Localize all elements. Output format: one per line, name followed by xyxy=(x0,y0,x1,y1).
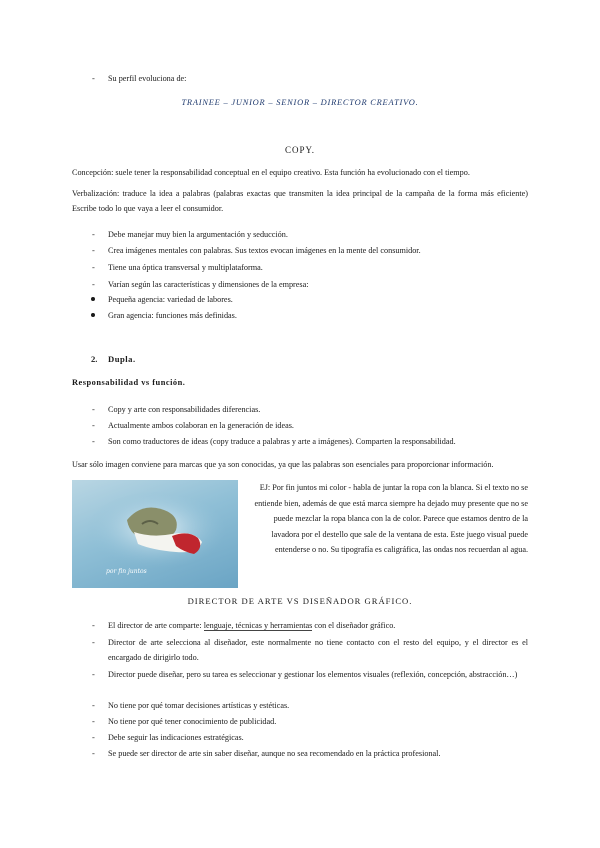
dash-bullet: - xyxy=(92,73,95,83)
dupla-subtitle: Responsabilidad vs función. xyxy=(72,378,186,387)
bullet-dot-icon xyxy=(91,297,95,301)
list-item xyxy=(108,620,395,631)
underlined-text: lenguaje, técnicas y herramientas xyxy=(203,621,313,630)
ad-caption: por fin juntos xyxy=(106,568,147,575)
ad-image xyxy=(72,480,238,588)
list-subitem: Gran agencia: funciones más definidas. xyxy=(108,311,237,320)
ad-example-text: EJ: Por fin juntos mi color - habla de juntar la ropa con la blanca. Si el texto no se entiende bien, además de que está marca siempre ha dejado muy presente que no se puede mezclar la ropa blanca con la de color. Parece que estamos dentro de la lavadora por el destello que sale de la ventana de esta. Este juego visual puede entenderse o no. Su tipografía es caligráfica, las ondas nos recuerdan al agua. xyxy=(254,483,528,554)
list-item: Debe manejar muy bien la argumentación y seducción. xyxy=(108,230,288,239)
dash-bullet: - xyxy=(92,436,95,446)
list-item: Debe seguir las indicaciones estratégicas. xyxy=(108,733,244,742)
dash-bullet: - xyxy=(92,637,95,647)
dupla-heading: Dupla. xyxy=(108,354,136,364)
career-path: TRAINEE – JUNIOR – SENIOR – DIRECTOR CREATIVO. xyxy=(181,98,419,107)
verbalizacion-paragraph: Verbalización: traduce la idea a palabras (palabras exactas que transmiten la idea principal de la campaña de la forma más eficiente) Escribe todo lo que vaya a leer el consumidor. xyxy=(72,189,528,213)
dash-bullet: - xyxy=(92,420,95,430)
list-item: Son como traductores de ideas (copy traduce a palabras y arte a imágenes). Comparten la responsabilidad. xyxy=(108,437,456,446)
concepcion-paragraph: Concepción: suele tener la responsabilidad conceptual en el equipo creativo. Esta función ha evolucionado con el tiempo. xyxy=(72,168,470,177)
dash-bullet: - xyxy=(92,262,95,272)
list-subitem: Pequeña agencia: variedad de labores. xyxy=(108,295,233,304)
list-item: Actualmente ambos colaboran en la generación de ideas. xyxy=(108,421,294,430)
dash-bullet: - xyxy=(92,748,95,758)
list-item: Copy y arte con responsabilidades diferencias. xyxy=(108,405,261,414)
list-item: Se puede ser director de arte sin saber diseñar, aunque no sea recomendado en la práctica profesional. xyxy=(108,749,441,758)
profile-intro: Su perfil evoluciona de: xyxy=(108,74,187,83)
item-text: El director de arte comparte: xyxy=(108,621,204,630)
dupla-note: Usar sólo imagen conviene para marcas que ya son conocidas, ya que las palabras son esenciales para proporcionar información. xyxy=(72,460,494,469)
list-item: Tiene una óptica transversal y multiplataforma. xyxy=(108,263,263,272)
dash-bullet: - xyxy=(92,700,95,710)
bullet-dot-icon xyxy=(91,313,95,317)
ad-image-illustration xyxy=(72,480,238,588)
dash-bullet: - xyxy=(92,669,95,679)
dash-bullet: - xyxy=(92,229,95,239)
dash-bullet: - xyxy=(92,620,95,630)
dash-bullet: - xyxy=(92,279,95,289)
dash-bullet: - xyxy=(92,245,95,255)
dash-bullet: - xyxy=(92,716,95,726)
list-item: No tiene por qué tomar decisiones artísticas y estéticas. xyxy=(108,701,290,710)
list-item: Crea imágenes mentales con palabras. Sus textos evocan imágenes en la mente del consumidor. xyxy=(108,246,421,255)
list-item: Director puede diseñar, pero su tarea es seleccionar y gestionar los elementos visuales (reflexión, concepción, abstracción…) xyxy=(108,670,518,679)
list-item: Varían según las características y dimensiones de la empresa: xyxy=(108,280,309,289)
list-item: No tiene por qué tener conocimiento de publicidad. xyxy=(108,717,277,726)
director-heading: DIRECTOR DE ARTE VS DISEÑADOR GRÁFICO. xyxy=(187,596,413,606)
dash-bullet: - xyxy=(92,404,95,414)
item-text: con el diseñador gráfico. xyxy=(312,621,396,630)
copy-heading: COPY. xyxy=(284,145,316,155)
list-item: Director de arte selecciona al diseñador, este normalmente no tiene contacto con el resto del equipo, y el director es el encargado de dirigirlo todo. xyxy=(108,638,528,662)
dash-bullet: - xyxy=(92,732,95,742)
section-number: 2. xyxy=(91,354,98,364)
